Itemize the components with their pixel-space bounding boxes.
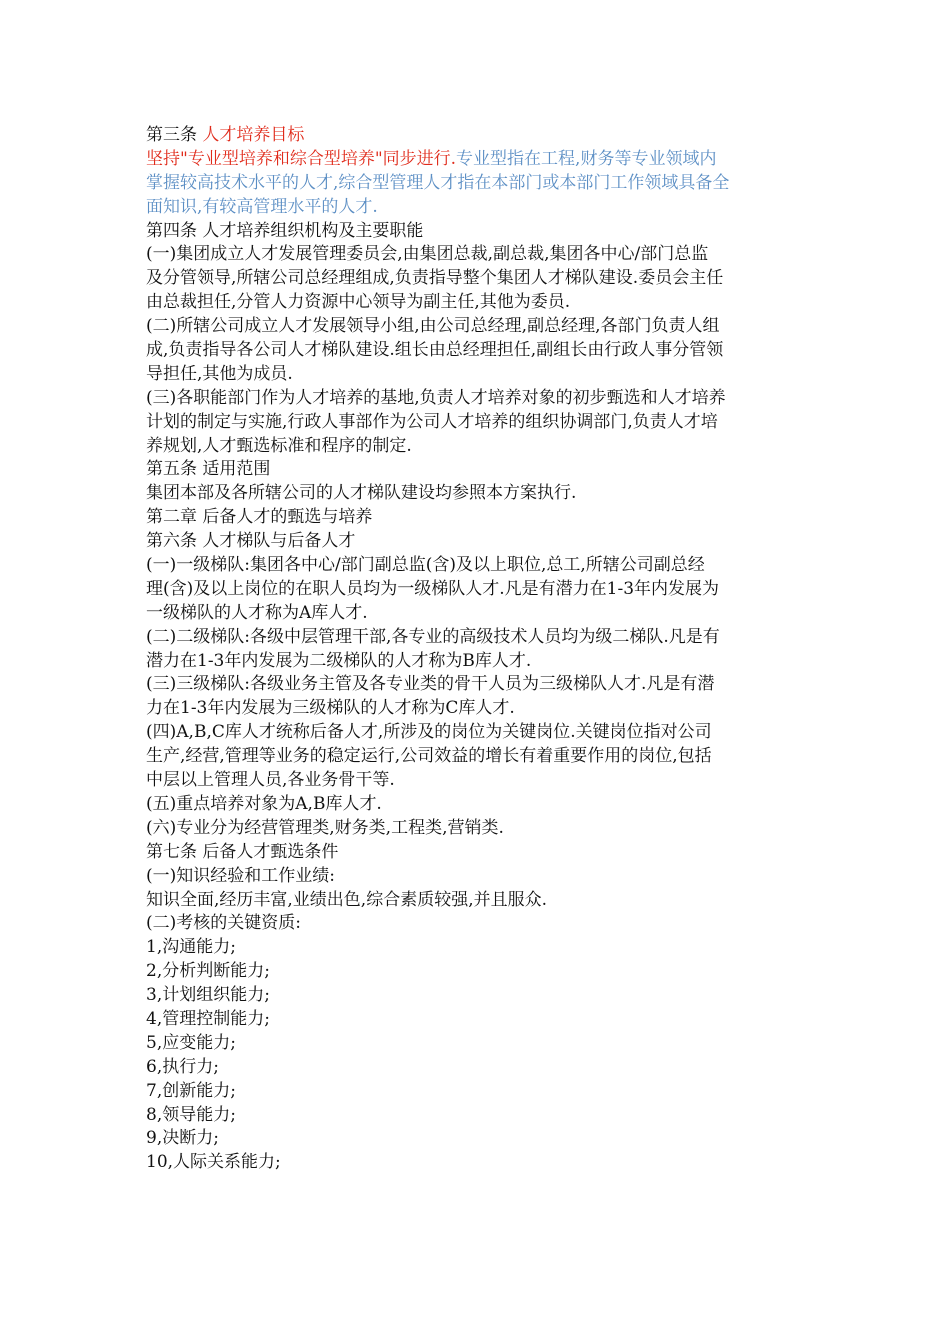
text-line: 4,管理控制能力; xyxy=(146,1008,270,1029)
text-line: 第二章 后备人才的甄选与培养 xyxy=(146,507,373,528)
text-line: (三)各职能部门作为人才培养的基地,负责人才培养对象的初步甄选和人才培养 xyxy=(146,387,726,408)
text-line: 第五条 适用范围 xyxy=(146,459,271,480)
text-line: 中层以上管理人员,各业务骨干等. xyxy=(146,770,395,791)
text-line: 8,领导能力; xyxy=(146,1104,236,1125)
text-line: 导担任,其他为成员. xyxy=(146,363,293,384)
text-line: (六)专业分为经营管理类,财务类,工程类,营销类. xyxy=(146,817,504,838)
article3-line-1 xyxy=(146,148,806,172)
text-line: 第六条 人才梯队与后备人才 xyxy=(146,531,356,552)
text-line: 7,创新能力; xyxy=(146,1080,236,1101)
article3-specialist-def-cont: 掌握较高技术水平的人才, xyxy=(146,172,339,193)
text-line: 第七条 后备人才甄选条件 xyxy=(146,841,339,862)
article3-general-def-cont: 面知识,有较高管理水平的人才. xyxy=(146,196,378,217)
text-line: (一)知识经验和工作业绩: xyxy=(146,865,335,886)
text-line: (二)二级梯队:各级中层管理干部,各专业的高级技术人员均为级二梯队.凡是有 xyxy=(146,626,720,647)
text-line: 及分管领导,所辖公司总经理组成,负责指导整个集团人才梯队建设.委员会主任 xyxy=(146,268,724,289)
text-line: 2,分析判断能力; xyxy=(146,961,270,982)
text-line: 3,计划组织能力; xyxy=(146,985,270,1006)
text-line: 潜力在1-3年内发展为二级梯队的人才称为B库人才. xyxy=(146,650,532,671)
text-line: 生产,经营,管理等业务的稳定运行,公司效益的增长有着重要作用的岗位,包括 xyxy=(146,746,712,767)
text-line: 6,执行力; xyxy=(146,1056,219,1077)
article3-specialist-def: 专业型指在工程,财务等专业领域内 xyxy=(456,148,717,169)
text-line: (二)所辖公司成立人才发展领导小组,由公司总经理,副总经理,各部门负责人组 xyxy=(146,316,720,337)
text-line: (三)三级梯队:各级业务主管及各专业类的骨干人员为三级梯队人才.凡是有潜 xyxy=(146,674,715,695)
text-line: 成,负责指导各公司人才梯队建设.组长由总经理担任,副组长由行政人事分管领 xyxy=(146,340,724,361)
text-line: (二)考核的关键资质: xyxy=(146,913,301,934)
text-line: 1,沟通能力; xyxy=(146,937,236,958)
text-line: 一级梯队的人才称为A库人才. xyxy=(146,602,368,623)
text-line: 养规划,人才甄选标准和程序的制定. xyxy=(146,435,412,456)
text-line: 第四条 人才培养组织机构及主要职能 xyxy=(146,220,424,241)
document-body xyxy=(146,124,806,1175)
document-lines xyxy=(146,220,806,1176)
text-line: 力在1-3年内发展为三级梯队的人才称为C库人才. xyxy=(146,698,515,719)
text-line: (五)重点培养对象为A,B库人才. xyxy=(146,793,382,814)
text-line: 集团本部及各所辖公司的人才梯队建设均参照本方案执行. xyxy=(146,483,577,504)
text-line: 5,应变能力; xyxy=(146,1032,236,1053)
text-line: (四)A,B,C库人才统称后备人才,所涉及的岗位为关键岗位.关键岗位指对公司 xyxy=(146,722,712,743)
article3-label: 第三条 xyxy=(146,125,203,145)
text-line: 知识全面,经历丰富,业绩出色,综合素质较强,并且服众. xyxy=(146,889,548,910)
text-line: 10,人际关系能力; xyxy=(146,1152,281,1173)
article3-title: 人才培养目标 xyxy=(202,125,305,145)
text-line: 9,决断力; xyxy=(146,1128,219,1149)
article3-general-def: 综合型管理人才指在本部门或本部门工作领域具备全 xyxy=(338,172,730,193)
text-line: 理(含)及以上岗位的在职人员均为一级梯队人才.凡是有潜力在1-3年内发展为 xyxy=(146,578,720,599)
text-line: 计划的制定与实施,行政人事部作为公司人才培养的组织协调部门,负责人才培 xyxy=(146,411,718,432)
article3-line-2 xyxy=(146,172,806,196)
article3-line-3 xyxy=(146,196,806,220)
text-line: 由总裁担任,分管人力资源中心领导为副主任,其他为委员. xyxy=(146,292,571,313)
text-line: (一)集团成立人才发展管理委员会,由集团总裁,副总裁,集团各中心/部门总监 xyxy=(146,244,709,265)
text-line: (一)一级梯队:集团各中心/部门副总监(含)及以上职位,总工,所辖公司副总经 xyxy=(146,555,705,576)
article3-heading xyxy=(146,124,806,148)
article3-principle: 坚持"专业型培养和综合型培养"同步进行. xyxy=(146,148,457,169)
